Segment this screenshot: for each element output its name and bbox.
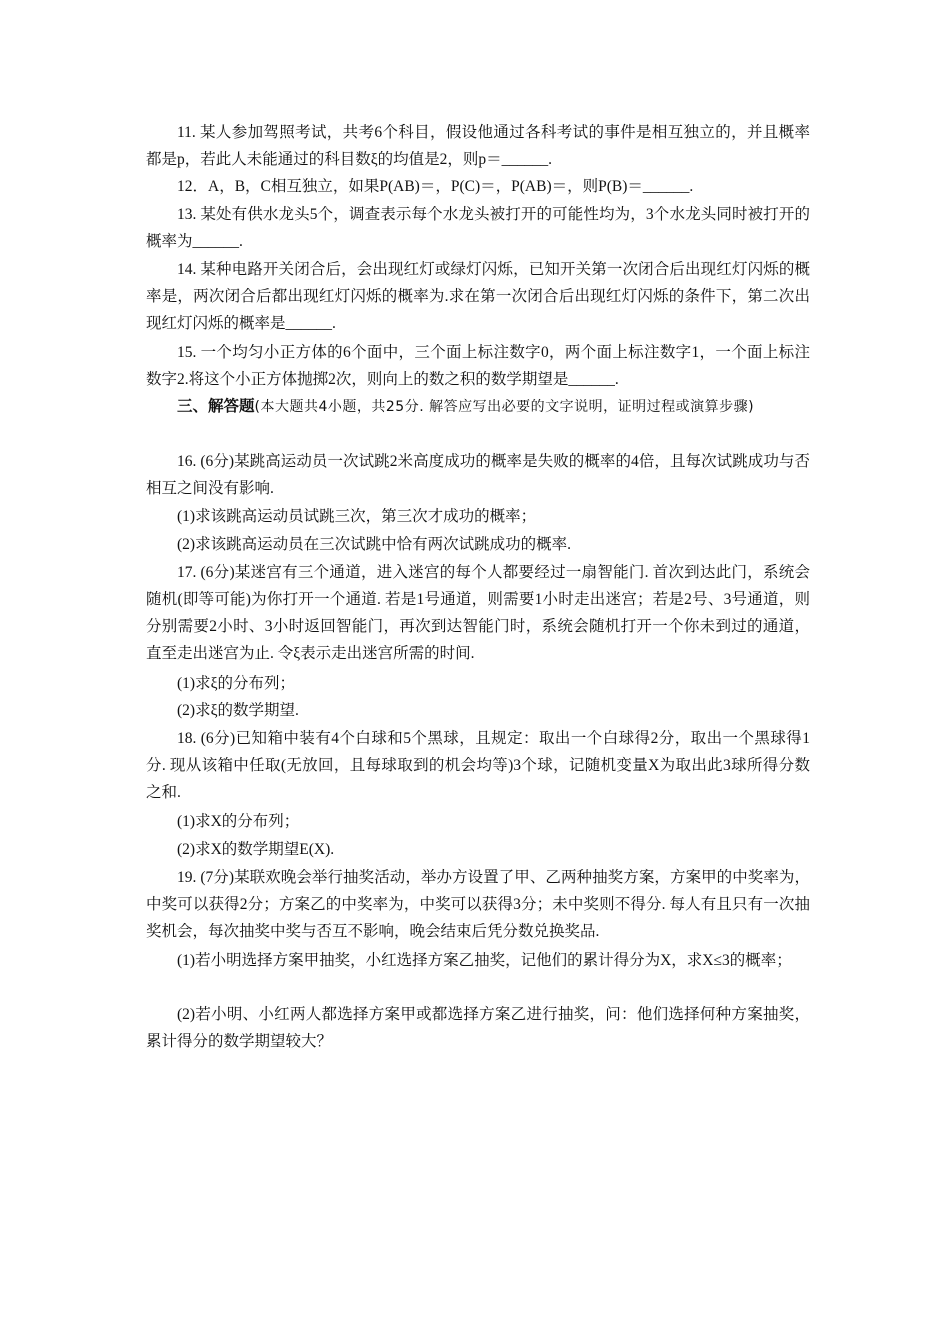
- problem-19-part-2: (2)若小明、小红两人都选择方案甲或都选择方案乙进行抽奖，问：他们选择何种方案抽奖，累计得分的数学期望较大？: [146, 1006, 810, 1050]
- section-3-note: (本大题共4小题，共25分. 解答应写出必要的文字说明，证明过程或演算步骤): [254, 399, 755, 415]
- problem-18-part-2: (2)求X的数学期望E(X).: [177, 841, 335, 858]
- problem-18-part-1: (1)求X的分布列；: [177, 813, 300, 830]
- section-3-heading: [146, 393, 810, 421]
- question-14: 14. 某种电路开关闭合后，会出现红灯或绿灯闪烁，已知开关第一次闭合后出现红灯闪烁的概率是，两次闭合后都出现红灯闪烁的概率为.求在第一次闭合后出现红灯闪烁的条件下，第二次出现红灯闪烁的概率是______.: [146, 261, 810, 332]
- problem-17: 17. (6分)某迷宫有三个通道，进入迷宫的每个人都要经过一扇智能门. 首次到达此门，系统会随机(即等可能)为你打开一个通道. 若是1号通道，则需要1小时走出迷宫；若是2号、3号通道，则分别需要2小时、3小时返回智能门，再次到达智能门时，系统会随机打开一个你未到过的通道，直至走出迷宫为止. 令ξ表示走出迷宫所需的时间.: [146, 564, 810, 662]
- question-15: 15. 一个均匀小正方体的6个面中，三个面上标注数字0，两个面上标注数字1，一个面上标注数字2.将这个小正方体抛掷2次，则向上的数之积的数学期望是______.: [146, 344, 810, 388]
- section-3-title: 三、解答题: [177, 398, 255, 415]
- problem-16-part-2: (2)求该跳高运动员在三次试跳中恰有两次试跳成功的概率.: [177, 536, 571, 553]
- problem-17-part-2: (2)求ξ的数学期望.: [177, 702, 299, 719]
- problem-16: 16. (6分)某跳高运动员一次试跳2米高度成功的概率是失败的概率的4倍，且每次试跳成功与否相互之间没有影响.: [146, 453, 810, 497]
- question-11: 11. 某人参加驾照考试，共考6个科目，假设他通过各科考试的事件是相互独立的，并且概率都是p，若此人未能通过的科目数ξ的均值是2，则p＝______.: [146, 124, 810, 168]
- problem-19: 19. (7分)某联欢晚会举行抽奖活动，举办方设置了甲、乙两种抽奖方案，方案甲的中奖率为，中奖可以获得2分；方案乙的中奖率为，中奖可以获得3分；未中奖则不得分. 每人有且只有一次抽奖机会，每次抽奖中奖与否互不影响，晚会结束后凭分数兑换奖品.: [146, 869, 810, 940]
- problem-17-part-1: (1)求ξ的分布列；: [177, 675, 295, 692]
- question-12: 12．A，B，C相互独立，如果P(AB)＝，P(C)＝，P(AB)＝，则P(B)＝______.: [177, 178, 694, 195]
- problem-18: 18. (6分)已知箱中装有4个白球和5个黑球，且规定：取出一个白球得2分，取出一个黑球得1分. 现从该箱中任取(无放回，且每球取到的机会均等)3个球，记随机变量X为取出此3球所得分数之和.: [146, 730, 810, 801]
- problem-16-part-1: (1)求该跳高运动员试跳三次，第三次才成功的概率；: [177, 508, 537, 525]
- problem-19-part-1: (1)若小明选择方案甲抽奖，小红选择方案乙抽奖，记他们的累计得分为X，求X≤3的概率；: [177, 952, 792, 969]
- question-13: 13. 某处有供水龙头5个，调查表示每个水龙头被打开的可能性均为，3个水龙头同时被打开的概率为______.: [146, 206, 810, 250]
